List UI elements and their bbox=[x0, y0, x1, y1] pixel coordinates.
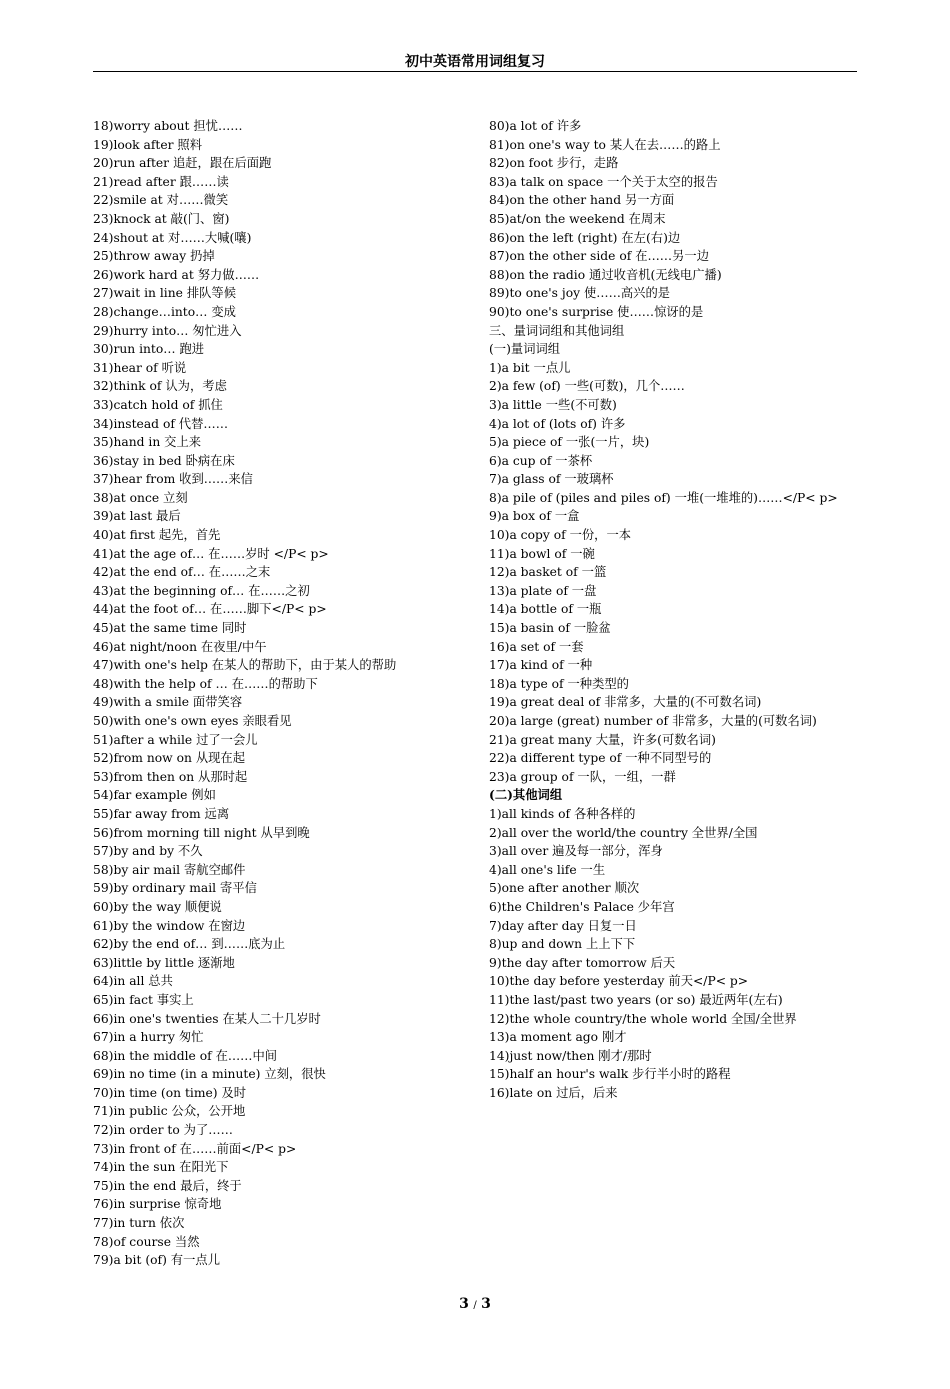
phrase-line: 22)a different type of 一种不同型号的 bbox=[489, 751, 712, 766]
phrase-line: 55)far away from 远离 bbox=[93, 806, 230, 821]
phrase-line: 36)stay in bed 卧病在床 bbox=[93, 453, 235, 468]
phrase-line: 19)look after 照料 bbox=[93, 137, 203, 152]
phrase-line: 10)a copy of 一份，一本 bbox=[489, 528, 632, 543]
phrase-line: 61)by the window 在窗边 bbox=[93, 918, 246, 933]
phrase-line: 77)in turn 依次 bbox=[93, 1216, 185, 1231]
page-number bbox=[0, 1294, 950, 1316]
phrase-line: 4)a lot of (lots of) 许多 bbox=[489, 416, 626, 431]
phrase-line: 22)smile at 对……微笑 bbox=[93, 193, 229, 208]
phrase-line: 45)at the same time 同时 bbox=[93, 621, 247, 636]
phrase-line: 86)on the left (right) 在左(右)边 bbox=[489, 230, 681, 245]
phrase-line: 69)in no time (in a minute) 立刻，很快 bbox=[93, 1067, 326, 1082]
phrase-line: 80)a lot of 许多 bbox=[489, 119, 582, 133]
phrase-line: 21)read after 跟……读 bbox=[93, 174, 229, 189]
phrase-line: (一)量词词组 bbox=[489, 342, 561, 357]
page-title: 初中英语常用词组复习 bbox=[405, 54, 545, 70]
phrase-line: 1)all kinds of 各种各样的 bbox=[489, 806, 636, 821]
phrase-line: 6)the Children's Palace 少年宫 bbox=[489, 899, 675, 914]
phrase-line: (二)其他词组 bbox=[489, 787, 563, 803]
phrase-line: 29)hurry into… 匆忙进入 bbox=[93, 323, 242, 338]
phrase-line: 24)shout at 对……大喊(嚷) bbox=[93, 230, 252, 245]
total-pages: 3 bbox=[481, 1296, 491, 1312]
phrase-line: 76)in surprise 惊奇地 bbox=[93, 1197, 222, 1212]
phrase-line: 70)in time (on time) 及时 bbox=[93, 1085, 247, 1100]
phrase-line: 71)in public 公众，公开地 bbox=[93, 1104, 246, 1119]
phrase-line: 82)on foot 步行，走路 bbox=[489, 156, 619, 171]
phrase-line: 34)instead of 代替…… bbox=[93, 416, 228, 431]
page-separator: / bbox=[473, 1300, 477, 1311]
phrase-line: 52)from now on 从现在起 bbox=[93, 751, 246, 766]
phrase-line: 49)with a smile 面带笑容 bbox=[93, 695, 243, 710]
phrase-line: 88)on the radio 通过收音机(无线电广播) bbox=[489, 267, 722, 282]
phrase-line: 25)throw away 扔掉 bbox=[93, 249, 215, 264]
phrase-line: 27)wait in line 排队等候 bbox=[93, 286, 237, 301]
phrase-line: 68)in the middle of 在……中间 bbox=[93, 1048, 278, 1063]
phrase-line: 54)far example 例如 bbox=[93, 788, 216, 803]
phrase-line: 35)hand in 交上来 bbox=[93, 435, 202, 450]
phrase-line: 13)a plate of 一盘 bbox=[489, 583, 597, 598]
phrase-line: 3)all over 遍及每一部分，浑身 bbox=[489, 844, 663, 859]
phrase-line: 1)a bit 一点儿 bbox=[489, 360, 571, 375]
phrase-line: 46)at night/noon 在夜里/中午 bbox=[93, 639, 267, 654]
phrase-line: 11)the last/past two years (or so) 最近两年(左右) bbox=[489, 992, 783, 1007]
phrase-line: 2)a few (of) 一些(可数)，几个…… bbox=[489, 379, 685, 394]
phrase-line: 28)change…into… 变成 bbox=[93, 304, 236, 319]
phrase-line: 87)on the other side of 在……另一边 bbox=[489, 249, 709, 264]
phrase-line: 65)in fact 事实上 bbox=[93, 992, 194, 1007]
phrase-line: 16)late on 过后，后来 bbox=[489, 1085, 618, 1100]
phrase-line: 14)just now/then 刚才/那时 bbox=[489, 1048, 652, 1063]
phrase-line: 7)day after day 日复一日 bbox=[489, 918, 637, 933]
phrase-line: 14)a bottle of 一瓶 bbox=[489, 602, 602, 617]
phrase-line: 83)a talk on space 一个关于太空的报告 bbox=[489, 174, 718, 189]
phrase-line: 78)of course 当然 bbox=[93, 1234, 200, 1249]
phrase-line: 8)up and down 上上下下 bbox=[489, 937, 636, 952]
phrase-line: 9)a box of 一盒 bbox=[489, 509, 580, 524]
phrase-line: 30)run into… 跑进 bbox=[93, 342, 205, 357]
current-page: 3 bbox=[459, 1296, 469, 1312]
phrase-line: 62)by the end of… 到……底为止 bbox=[93, 937, 286, 952]
phrase-line: 20)a large (great) number of 非常多，大量的(可数名词) bbox=[489, 714, 817, 728]
phrase-line: 15)half an hour's walk 步行半小时的路程 bbox=[489, 1067, 731, 1082]
phrase-line: 44)at the foot of… 在……脚下</P< p> bbox=[93, 602, 327, 617]
phrase-line: 13)a moment ago 刚才 bbox=[489, 1030, 627, 1045]
phrase-line: 50)with one's own eyes 亲眼看见 bbox=[93, 714, 292, 728]
phrase-line: 12)the whole country/the whole world 全国/全世界 bbox=[489, 1011, 797, 1026]
phrase-line: 60)by the way 顺便说 bbox=[93, 899, 222, 914]
header-divider bbox=[93, 71, 857, 72]
phrase-line: 32)think of 认为，考虑 bbox=[93, 379, 227, 394]
phrase-line: 39)at last 最后 bbox=[93, 509, 181, 524]
phrase-line: 三、量词词组和其他词组 bbox=[489, 323, 625, 338]
phrase-line: 48)with the help of … 在……的帮助下 bbox=[93, 676, 318, 691]
phrase-line: 26)work hard at 努力做…… bbox=[93, 267, 260, 282]
phrase-line: 17)a kind of 一种 bbox=[489, 658, 593, 673]
phrase-line: 4)all one's life 一生 bbox=[489, 862, 606, 877]
phrase-line: 51)after a while 过了一会儿 bbox=[93, 732, 258, 747]
phrase-line: 19)a great deal of 非常多，大量的(不可数名词) bbox=[489, 695, 762, 710]
phrase-line: 79)a bit (of) 有一点儿 bbox=[93, 1253, 220, 1268]
phrase-line: 37)hear from 收到……来信 bbox=[93, 472, 253, 487]
phrase-line: 10)the day before yesterday 前天</P< p> bbox=[489, 974, 749, 989]
phrase-line: 15)a basin of 一脸盆 bbox=[489, 621, 611, 636]
phrase-line: 16)a set of 一套 bbox=[489, 639, 584, 654]
phrase-line: 75)in the end 最后，终于 bbox=[93, 1178, 242, 1193]
phrase-line: 90)to one's surprise 使……惊讶的是 bbox=[489, 304, 704, 319]
phrase-line: 81)on one's way to 某人在去……的路上 bbox=[489, 137, 721, 152]
phrase-line: 84)on the other hand 另一方面 bbox=[489, 193, 675, 208]
phrase-line: 7)a glass of 一玻璃杯 bbox=[489, 472, 614, 487]
phrase-line: 9)the day after tomorrow 后天 bbox=[489, 955, 676, 970]
phrase-line: 23)knock at 敲(门、窗) bbox=[93, 211, 230, 226]
phrase-line: 67)in a hurry 匆忙 bbox=[93, 1030, 204, 1045]
phrase-line: 8)a pile of (piles and piles of) 一堆(一堆堆的)……</P< p> bbox=[489, 490, 838, 505]
phrase-line: 3)a little 一些(不可数) bbox=[489, 397, 617, 412]
phrase-line: 6)a cup of 一茶杯 bbox=[489, 453, 593, 468]
phrase-line: 40)at first 起先，首先 bbox=[93, 528, 221, 543]
phrase-line: 64)in all 总共 bbox=[93, 974, 173, 989]
phrase-line: 56)from morning till night 从早到晚 bbox=[93, 825, 310, 840]
phrase-line: 66)in one's twenties 在某人二十几岁时 bbox=[93, 1011, 321, 1026]
phrase-line: 11)a bowl of 一碗 bbox=[489, 546, 595, 561]
phrase-line: 21)a great many 大量，许多(可数名词) bbox=[489, 732, 716, 747]
phrase-line: 58)by air mail 寄航空邮件 bbox=[93, 862, 246, 877]
phrase-line: 18)worry about 担忧…… bbox=[93, 119, 243, 133]
phrase-line: 85)at/on the weekend 在周末 bbox=[489, 211, 666, 226]
phrase-line: 5)one after another 顺次 bbox=[489, 881, 640, 896]
phrase-line: 89)to one's joy 使……高兴的是 bbox=[489, 286, 671, 301]
phrase-line: 5)a piece of 一张(一片，块) bbox=[489, 435, 650, 450]
right-column bbox=[489, 117, 859, 1102]
phrase-line: 23)a group of 一队，一组，一群 bbox=[489, 769, 676, 784]
phrase-line: 74)in the sun 在阳光下 bbox=[93, 1160, 229, 1175]
phrase-line: 42)at the end of… 在……之末 bbox=[93, 565, 271, 580]
phrase-line: 20)run after 追赶，跟在后面跑 bbox=[93, 156, 272, 171]
phrase-line: 12)a basket of 一篮 bbox=[489, 565, 607, 580]
phrase-line: 59)by ordinary mail 寄平信 bbox=[93, 881, 257, 896]
phrase-line: 73)in front of 在……前面</P< p> bbox=[93, 1141, 297, 1156]
phrase-line: 47)with one's help 在某人的帮助下，由于某人的帮助 bbox=[93, 658, 397, 673]
phrase-line: 2)all over the world/the country 全世界/全国 bbox=[489, 825, 758, 840]
phrase-line: 53)from then on 从那时起 bbox=[93, 769, 248, 784]
phrase-line: 57)by and by 不久 bbox=[93, 844, 203, 859]
phrase-line: 38)at once 立刻 bbox=[93, 490, 188, 505]
phrase-line: 72)in order to 为了…… bbox=[93, 1123, 233, 1138]
phrase-line: 33)catch hold of 抓住 bbox=[93, 397, 223, 412]
phrase-line: 41)at the age of… 在……岁时 </P< p> bbox=[93, 546, 329, 561]
phrase-line: 63)little by little 逐渐地 bbox=[93, 955, 235, 970]
phrase-line: 43)at the beginning of… 在……之初 bbox=[93, 583, 310, 598]
phrase-line: 18)a type of 一种类型的 bbox=[489, 676, 629, 691]
phrase-line: 31)hear of 听说 bbox=[93, 360, 187, 375]
left-column bbox=[93, 117, 483, 1270]
